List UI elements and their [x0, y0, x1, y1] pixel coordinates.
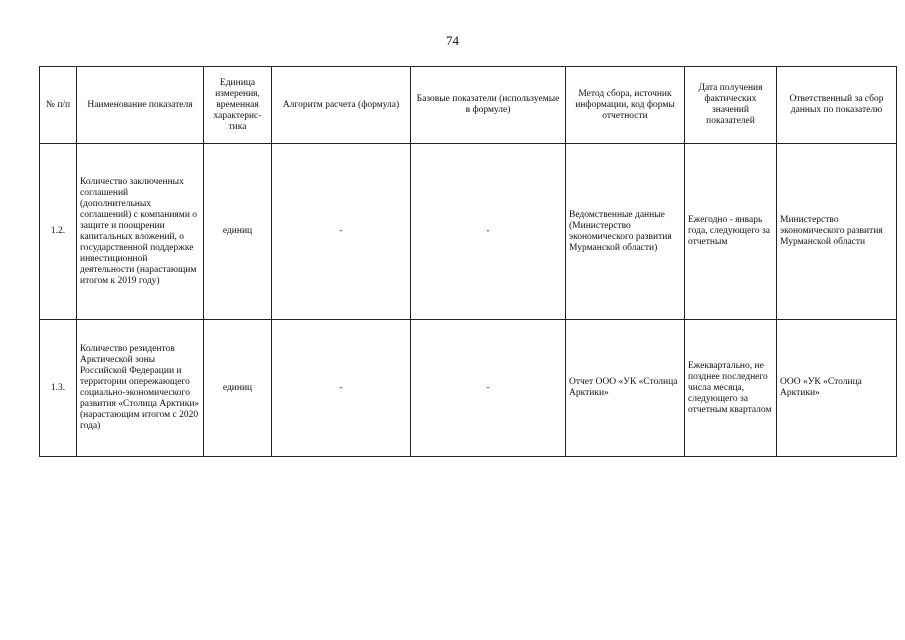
header-indicator-name: Наименование показателя: [77, 67, 204, 144]
cell-indicator-name: Количество заключенных соглашений (дополнительных соглашений) с компаниями о защите и поощрении капитальных вложений, о государственной поддержке инвестиционной деятельности (нарастающим итогом к 2019 году): [77, 144, 204, 320]
cell-collection-method: Отчет ООО «УК «Столица Арктики»: [566, 320, 685, 457]
cell-date-received: Ежегодно - январь года, следующего за отчетным: [685, 144, 777, 320]
header-number: № п/п: [40, 67, 77, 144]
header-unit: Единица измерения, временная характерис-тика: [204, 67, 272, 144]
table-row: [40, 320, 897, 457]
cell-date-received: Ежеквартально, не позднее последнего числа месяца, следующего за отчетным кварталом: [685, 320, 777, 457]
cell-base-indicators: -: [411, 320, 566, 457]
cell-collection-method: Ведомственные данные (Министерство экономического развития Мурманской области): [566, 144, 685, 320]
cell-unit: единиц: [204, 144, 272, 320]
cell-responsible: Министерство экономического развития Мурманской области: [777, 144, 897, 320]
indicators-table: [39, 66, 897, 457]
cell-responsible: ООО «УК «Столица Арктики»: [777, 320, 897, 457]
header-base-indicators: Базовые показатели (используемые в формуле): [411, 67, 566, 144]
table-row: [40, 144, 897, 320]
table-header-row: [40, 67, 897, 144]
header-formula: Алгоритм расчета (формула): [272, 67, 411, 144]
header-responsible: Ответственный за сбор данных по показателю: [777, 67, 897, 144]
cell-indicator-name: Количество резидентов Арктической зоны Российской Федерации и территории опережающего социально-экономического развития «Столица Арктики» (нарастающим итогом с 2020 года): [77, 320, 204, 457]
cell-number: 1.3.: [40, 320, 77, 457]
header-date-received: Дата получения фактических значений показателей: [685, 67, 777, 144]
cell-unit: единиц: [204, 320, 272, 457]
page-number: 74: [446, 33, 459, 48]
header-collection-method: Метод сбора, источник информации, код формы отчетности: [566, 67, 685, 144]
cell-formula: -: [272, 320, 411, 457]
cell-number: 1.2.: [40, 144, 77, 320]
cell-formula: -: [272, 144, 411, 320]
cell-base-indicators: -: [411, 144, 566, 320]
